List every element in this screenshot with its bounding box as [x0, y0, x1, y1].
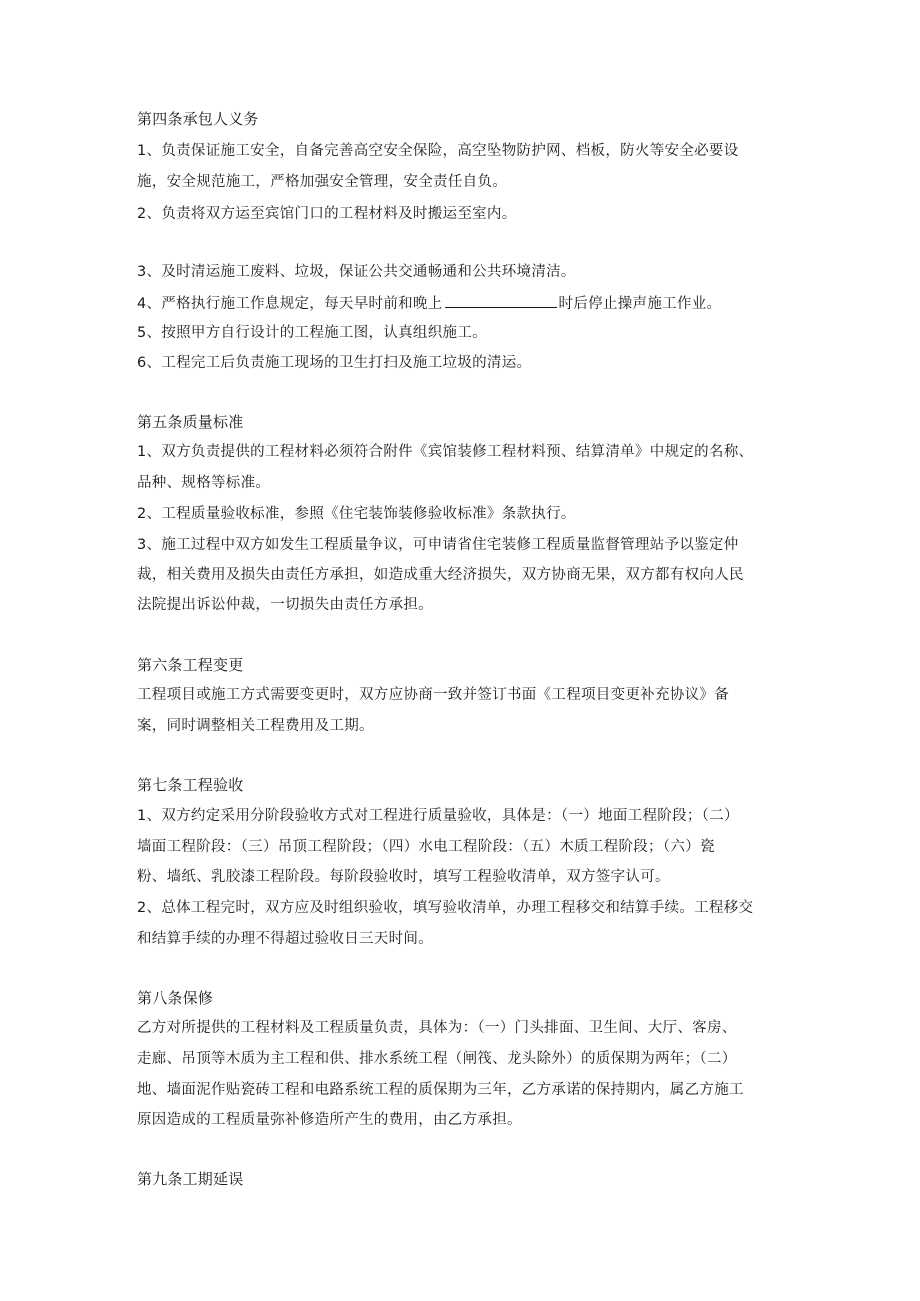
section-4-line-2: 施，安全规范施工，严格加强安全管理，安全责任自负。 — [137, 174, 507, 190]
section-8-title: 第八条保修 — [137, 989, 214, 1007]
section-4-line-1: 1、负责保证施工安全，自备完善高空安全保险，高空坠物防护网、档板，防火等安全必要设 — [137, 143, 739, 159]
section-5-line-3: 2、工程质量验收标准，参照《住宅装饰装修验收标准》条款执行。 — [137, 506, 576, 522]
section-4-line-6: 5、按照甲方自行设计的工程施工图，认真组织施工。 — [137, 325, 487, 341]
section-4-line-4: 3、及时清运施工废料、垃圾，保证公共交通畅通和公共环境清洁。 — [137, 264, 576, 280]
section-7-title: 第七条工程验收 — [137, 776, 244, 794]
section-4-line-3: 2、负责将双方运至宾馆门口的工程材料及时搬运至室内。 — [137, 206, 517, 222]
section-5-line-6: 法院提出诉讼仲裁，一切损失由责任方承担。 — [137, 597, 433, 613]
section-8-line-2: 走廊、吊顶等木质为主工程和供、排水系统工程（闸筏、龙头除外）的质保期为两年；（二） — [137, 1051, 737, 1067]
section-7-line-5: 和结算手续的办理不得超过验收日三天时间。 — [137, 931, 433, 947]
section-5-line-2: 品种、规格等标准。 — [137, 475, 271, 491]
section-7-line-1: 1、双方约定采用分阶段验收方式对工程进行质量验收，具体是：（一）地面工程阶段；（二） — [137, 808, 739, 824]
section-4-line-5-start: 4、严格执行施工作息规定，每天早时前和晚上 — [137, 296, 443, 312]
section-5-line-1: 1、双方负责提供的工程材料必须符合附件《宾馆装修工程材料预、结算清单》中规定的名称、 — [137, 444, 754, 460]
section-7-line-2: 墙面工程阶段：（三）吊顶工程阶段；（四）水电工程阶段：（五）木质工程阶段；（六）瓷 — [137, 839, 715, 855]
section-4-title: 第四条承包人义务 — [137, 110, 259, 128]
section-7-line-3: 粉、墙纸、乳胶漆工程阶段。每阶段验收时，填写工程验收清单，双方签字认可。 — [137, 869, 670, 885]
section-8-line-1: 乙方对所提供的工程材料及工程质量负责，具体为：（一）门头排面、卫生间、大厅、客房、 — [137, 1020, 737, 1036]
section-5-title: 第五条质量标准 — [137, 413, 244, 431]
section-8-line-3: 地、墙面泥作贴瓷砖工程和电路系统工程的质保期为三年，乙方承诺的保持期内，属乙方施工 — [137, 1082, 744, 1098]
section-6-line-1: 工程项目或施工方式需要变更时，双方应协商一致并签订书面《工程项目变更补充协议》备 — [137, 687, 729, 703]
section-4-line-5-end: 时后停止操声施工作业。 — [558, 296, 722, 312]
section-9-title: 第九条工期延误 — [137, 1170, 244, 1188]
section-8-line-4: 原因造成的工程质量弥补修造所产生的费用，由乙方承担。 — [137, 1112, 522, 1128]
section-5-line-4: 3、施工过程中双方如发生工程质量争议，可申请省住宅装修工程质量监督管理站予以鉴定仲 — [137, 537, 739, 553]
section-6-title: 第六条工程变更 — [137, 656, 244, 674]
section-6-line-2: 案，同时调整相关工程费用及工期。 — [137, 718, 374, 734]
section-5-line-5: 裁，相关费用及损失由责任方承担，如造成重大经济损失，双方协商无果，双方都有权向人民 — [137, 567, 744, 583]
section-7-line-4: 2、总体工程完时，双方应及时组织验收，填写验收清单，办理工程移交和结算手续。工程移交 — [137, 900, 754, 916]
section-4-line-7: 6、工程完工后负责施工现场的卫生打扫及施工垃圾的清运。 — [137, 355, 532, 371]
section-4-line-5 — [137, 293, 783, 314]
fill-in-blank[interactable] — [445, 293, 557, 308]
